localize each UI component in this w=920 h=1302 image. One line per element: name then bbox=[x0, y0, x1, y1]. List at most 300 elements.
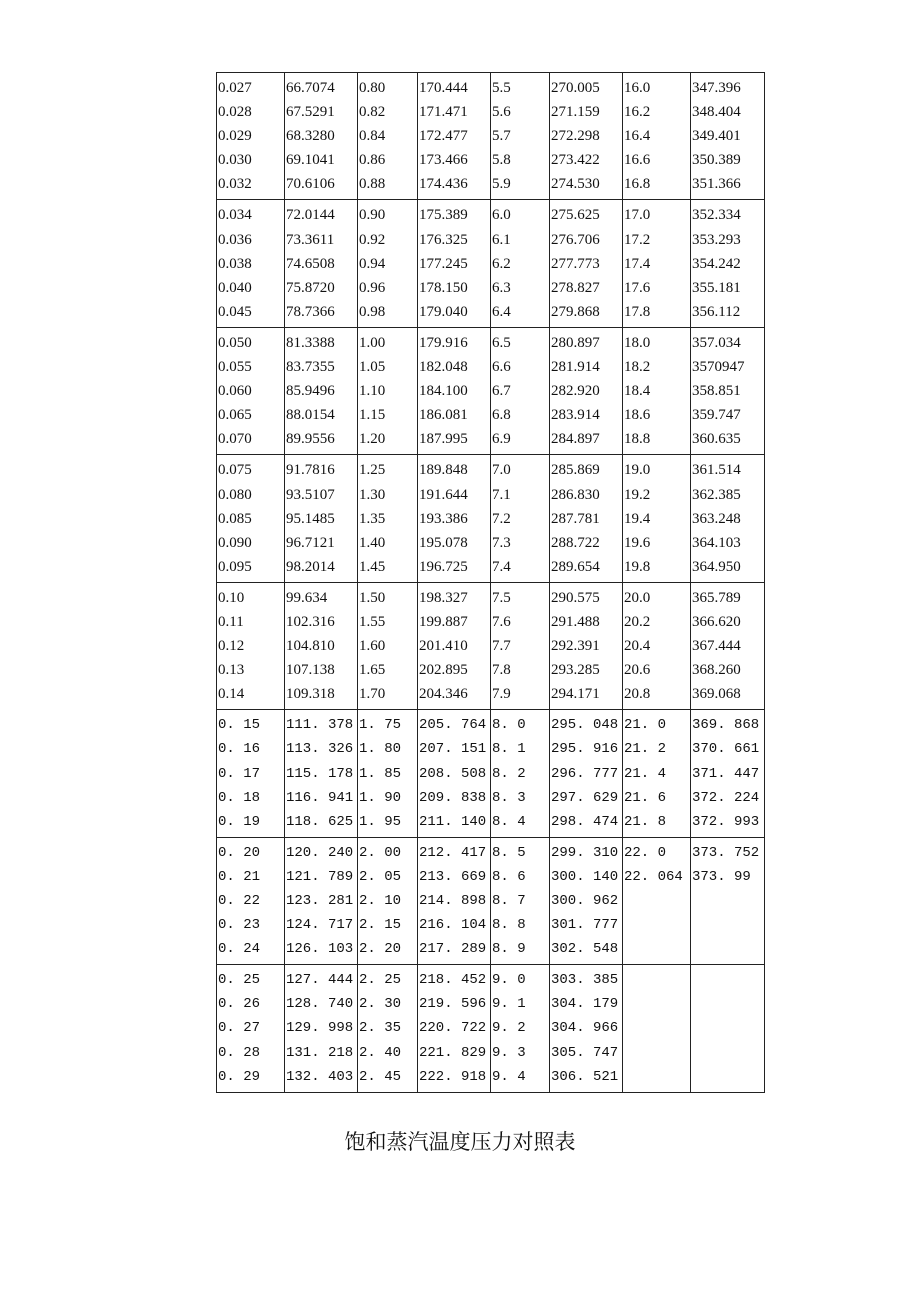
table-cell-value: 305. 747 bbox=[551, 1044, 619, 1061]
table-cell-value: 300. 140 bbox=[551, 868, 619, 885]
table-cell-value: 275.625 bbox=[551, 207, 600, 224]
empty-cell-line bbox=[624, 889, 690, 913]
table-cell-value: 7.1 bbox=[492, 486, 511, 503]
temperature-col-2 bbox=[418, 710, 491, 837]
table-cell-value: 8. 0 bbox=[492, 717, 526, 734]
table-cell-value: 1.50 bbox=[359, 589, 386, 606]
table-cell-value: 213. 669 bbox=[419, 868, 487, 885]
table-cell-value: 207. 151 bbox=[419, 741, 487, 758]
table-cell-value: 209. 838 bbox=[419, 789, 487, 806]
pressure-col-3 bbox=[491, 710, 550, 837]
table-row-group bbox=[217, 965, 765, 1092]
table-cell-value: 178.150 bbox=[419, 279, 468, 296]
table-cell-value: 0. 15 bbox=[218, 717, 261, 734]
table-cell-value: 1.55 bbox=[359, 613, 386, 630]
table-cell-value: 372. 224 bbox=[692, 789, 760, 806]
temperature-col-1 bbox=[285, 200, 358, 327]
temperature-col-4 bbox=[691, 965, 765, 1092]
table-cell-value: 1.05 bbox=[359, 359, 386, 376]
table-cell-value: 175.389 bbox=[419, 207, 468, 224]
table-cell-value: 304. 966 bbox=[551, 1020, 619, 1037]
temperature-col-4 bbox=[691, 200, 765, 327]
table-cell-value: 358.851 bbox=[692, 383, 741, 400]
table-cell-value: 362.385 bbox=[692, 486, 741, 503]
table-cell-value: 19.8 bbox=[624, 558, 651, 575]
table-cell-value: 372. 993 bbox=[692, 813, 760, 830]
table-cell-value: 368.260 bbox=[692, 662, 741, 679]
table-cell-value: 347.396 bbox=[692, 80, 741, 96]
table-cell-value: 68.3280 bbox=[286, 128, 335, 145]
table-cell-value: 271.159 bbox=[551, 104, 600, 121]
table-row-group bbox=[217, 582, 765, 709]
table-cell-value: 127. 444 bbox=[286, 972, 354, 989]
temperature-col-1 bbox=[285, 455, 358, 582]
temperature-col-1 bbox=[285, 837, 358, 964]
table-cell-value: 6.7 bbox=[492, 383, 511, 400]
table-cell-value: 0.028 bbox=[218, 104, 252, 121]
table-cell-value: 355.181 bbox=[692, 279, 741, 296]
pressure-col-3 bbox=[491, 837, 550, 964]
table-cell-value: 2. 15 bbox=[359, 917, 402, 934]
table-cell-value: 296. 777 bbox=[551, 765, 619, 782]
table-cell-value: 126. 103 bbox=[286, 941, 354, 958]
table-cell-value: 17.6 bbox=[624, 279, 651, 296]
temperature-col-2 bbox=[418, 582, 491, 709]
table-cell-value: 270.005 bbox=[551, 80, 600, 96]
table-cell-value: 208. 508 bbox=[419, 765, 487, 782]
table-cell-value: 89.9556 bbox=[286, 431, 335, 448]
table-cell-value: 1. 75 bbox=[359, 717, 402, 734]
table-cell-value: 0.034 bbox=[218, 207, 252, 224]
table-cell-value: 96.7121 bbox=[286, 534, 335, 551]
table-row-group bbox=[217, 837, 765, 964]
pressure-col-1 bbox=[217, 582, 285, 709]
table-cell-value: 9. 3 bbox=[492, 1044, 526, 1061]
table-cell-value: 184.100 bbox=[419, 383, 468, 400]
table-cell-value: 1.30 bbox=[359, 486, 386, 503]
empty-cell-line bbox=[692, 1065, 764, 1089]
table-cell-value: 0. 25 bbox=[218, 972, 261, 989]
table-cell-value: 99.634 bbox=[286, 589, 328, 606]
table-cell-value: 5.7 bbox=[492, 128, 511, 145]
table-cell-value: 177.245 bbox=[419, 255, 468, 272]
table-cell-value: 93.5107 bbox=[286, 486, 335, 503]
table-cell-value: 205. 764 bbox=[419, 717, 487, 734]
empty-cell-line bbox=[624, 1065, 690, 1089]
table-cell-value: 102.316 bbox=[286, 613, 335, 630]
table-cell-value: 196.725 bbox=[419, 558, 468, 575]
table-cell-value: 2. 40 bbox=[359, 1044, 402, 1061]
pressure-col-1 bbox=[217, 73, 285, 200]
table-cell-value: 1.60 bbox=[359, 638, 386, 655]
table-cell-value: 1.25 bbox=[359, 462, 386, 479]
table-cell-value: 0.050 bbox=[218, 334, 252, 351]
table-row-group bbox=[217, 710, 765, 837]
table-cell-value: 182.048 bbox=[419, 359, 468, 376]
table-cell-value: 20.8 bbox=[624, 686, 651, 703]
table-cell-value: 2. 00 bbox=[359, 844, 402, 861]
table-cell-value: 6.9 bbox=[492, 431, 511, 448]
pressure-col-1 bbox=[217, 965, 285, 1092]
table-cell-value: 0.12 bbox=[218, 638, 245, 655]
table-cell-value: 0.060 bbox=[218, 383, 252, 400]
table-cell-value: 7.7 bbox=[492, 638, 511, 655]
table-cell-value: 294.171 bbox=[551, 686, 600, 703]
table-cell-value: 283.914 bbox=[551, 407, 600, 424]
table-cell-value: 0.080 bbox=[218, 486, 252, 503]
table-cell-value: 202.895 bbox=[419, 662, 468, 679]
table-cell-value: 287.781 bbox=[551, 510, 600, 527]
table-cell-value: 6.6 bbox=[492, 359, 511, 376]
empty-cell-line bbox=[692, 937, 764, 961]
table-cell-value: 75.8720 bbox=[286, 279, 335, 296]
table-cell-value: 303. 385 bbox=[551, 972, 619, 989]
table-cell-value: 221. 829 bbox=[419, 1044, 487, 1061]
table-cell-value: 179.916 bbox=[419, 334, 468, 351]
table-body bbox=[217, 73, 765, 1093]
table-cell-value: 0.038 bbox=[218, 255, 252, 272]
table-cell-value: 17.4 bbox=[624, 255, 651, 272]
table-cell-value: 365.789 bbox=[692, 589, 741, 606]
table-cell-value: 6.4 bbox=[492, 303, 511, 320]
table-cell-value: 0.84 bbox=[359, 128, 386, 145]
table-cell-value: 91.7816 bbox=[286, 462, 335, 479]
table-cell-value: 1.20 bbox=[359, 431, 386, 448]
pressure-col-2 bbox=[358, 582, 418, 709]
table-cell-value: 282.920 bbox=[551, 383, 600, 400]
table-cell-value: 132. 403 bbox=[286, 1068, 354, 1085]
table-cell-value: 5.6 bbox=[492, 104, 511, 121]
table-cell-value: 199.887 bbox=[419, 613, 468, 630]
pressure-col-3 bbox=[491, 455, 550, 582]
table-cell-value: 288.722 bbox=[551, 534, 600, 551]
table-cell-value: 6.8 bbox=[492, 407, 511, 424]
table-cell-value: 292.391 bbox=[551, 638, 600, 655]
table-cell-value: 8. 7 bbox=[492, 893, 526, 909]
table-cell-value: 284.897 bbox=[551, 431, 600, 448]
table-cell-value: 278.827 bbox=[551, 279, 600, 296]
table-cell-value: 18.4 bbox=[624, 383, 651, 400]
table-cell-value: 0.032 bbox=[218, 176, 252, 193]
table-cell-value: 67.5291 bbox=[286, 104, 335, 121]
pressure-col-2 bbox=[358, 965, 418, 1092]
table-cell-value: 20.4 bbox=[624, 638, 651, 655]
table-cell-value: 2. 10 bbox=[359, 893, 402, 909]
table-cell-value: 172.477 bbox=[419, 128, 468, 145]
table-cell-value: 16.6 bbox=[624, 152, 651, 169]
table-cell-value: 9. 2 bbox=[492, 1020, 526, 1037]
table-cell-value: 211. 140 bbox=[419, 813, 487, 830]
table-cell-value: 353.293 bbox=[692, 231, 741, 248]
table-cell-value: 273.422 bbox=[551, 152, 600, 169]
table-cell-value: 8. 6 bbox=[492, 868, 526, 885]
table-cell-value: 16.4 bbox=[624, 128, 651, 145]
table-cell-value: 289.654 bbox=[551, 558, 600, 575]
table-cell-value: 3570947 bbox=[692, 359, 745, 376]
pressure-col-3 bbox=[491, 582, 550, 709]
table-cell-value: 131. 218 bbox=[286, 1044, 354, 1061]
empty-cell-line bbox=[692, 1041, 764, 1065]
table-cell-value: 0.045 bbox=[218, 303, 252, 320]
table-cell-value: 120. 240 bbox=[286, 844, 354, 861]
table-cell-value: 277.773 bbox=[551, 255, 600, 272]
table-cell-value: 0.029 bbox=[218, 128, 252, 145]
table-cell-value: 0. 24 bbox=[218, 941, 261, 958]
table-cell-value: 280.897 bbox=[551, 334, 600, 351]
table-cell-value: 111. 378 bbox=[286, 717, 354, 734]
table-cell-value: 16.8 bbox=[624, 176, 651, 193]
table-cell-value: 72.0144 bbox=[286, 207, 335, 224]
table-cell-value: 8. 9 bbox=[492, 941, 526, 958]
table-cell-value: 0.80 bbox=[359, 80, 386, 96]
table-cell-value: 95.1485 bbox=[286, 510, 335, 527]
table-cell-value: 295. 048 bbox=[551, 717, 619, 734]
table-cell-value: 118. 625 bbox=[286, 813, 354, 830]
table-cell-value: 121. 789 bbox=[286, 868, 354, 885]
table-cell-value: 1. 85 bbox=[359, 765, 402, 782]
temperature-col-3 bbox=[550, 200, 623, 327]
table-cell-value: 281.914 bbox=[551, 359, 600, 376]
table-cell-value: 0.040 bbox=[218, 279, 252, 296]
table-cell-value: 73.3611 bbox=[286, 231, 335, 248]
table-cell-value: 364.103 bbox=[692, 534, 741, 551]
pressure-col-4 bbox=[623, 710, 691, 837]
table-cell-value: 5.5 bbox=[492, 80, 511, 96]
steam-pressure-temperature-table bbox=[216, 72, 765, 1093]
pressure-col-1 bbox=[217, 710, 285, 837]
pressure-col-3 bbox=[491, 200, 550, 327]
table-cell-value: 1.00 bbox=[359, 334, 386, 351]
pressure-col-2 bbox=[358, 837, 418, 964]
table-cell-value: 299. 310 bbox=[551, 844, 619, 861]
table-cell-value: 0.030 bbox=[218, 152, 252, 169]
table-cell-value: 0. 26 bbox=[218, 996, 261, 1013]
table-cell-value: 7.4 bbox=[492, 558, 511, 575]
table-cell-value: 351.366 bbox=[692, 176, 741, 193]
table-cell-value: 0.10 bbox=[218, 589, 245, 606]
table-cell-value: 19.0 bbox=[624, 462, 651, 479]
empty-cell-line bbox=[624, 968, 690, 992]
table-cell-value: 20.6 bbox=[624, 662, 651, 679]
temperature-col-1 bbox=[285, 73, 358, 200]
table-cell-value: 74.6508 bbox=[286, 255, 335, 272]
table-cell-value: 17.2 bbox=[624, 231, 651, 248]
table-cell-value: 0.065 bbox=[218, 407, 252, 424]
empty-cell-line bbox=[692, 1016, 764, 1040]
table-cell-value: 8. 4 bbox=[492, 813, 526, 830]
temperature-col-4 bbox=[691, 73, 765, 200]
temperature-col-4 bbox=[691, 455, 765, 582]
pressure-col-4 bbox=[623, 837, 691, 964]
table-cell-value: 66.7074 bbox=[286, 80, 335, 96]
pressure-col-2 bbox=[358, 200, 418, 327]
table-cell-value: 19.6 bbox=[624, 534, 651, 551]
table-cell-value: 349.401 bbox=[692, 128, 741, 145]
empty-cell-line bbox=[624, 992, 690, 1016]
table-cell-value: 2. 35 bbox=[359, 1020, 402, 1037]
table-cell-value: 0.86 bbox=[359, 152, 386, 169]
pressure-col-2 bbox=[358, 73, 418, 200]
table-cell-value: 220. 722 bbox=[419, 1020, 487, 1037]
table-row-group bbox=[217, 73, 765, 200]
table-cell-value: 2. 20 bbox=[359, 941, 402, 958]
temperature-col-2 bbox=[418, 200, 491, 327]
table-cell-value: 0.036 bbox=[218, 231, 252, 248]
table-cell-value: 107.138 bbox=[286, 662, 335, 679]
table-cell-value: 359.747 bbox=[692, 407, 741, 424]
table-cell-value: 21. 6 bbox=[624, 789, 667, 806]
table-cell-value: 2. 05 bbox=[359, 868, 402, 885]
temperature-col-2 bbox=[418, 73, 491, 200]
table-cell-value: 286.830 bbox=[551, 486, 600, 503]
table-cell-value: 304. 179 bbox=[551, 996, 619, 1013]
empty-cell-line bbox=[692, 968, 764, 992]
table-cell-value: 367.444 bbox=[692, 638, 741, 655]
table-cell-value: 0.82 bbox=[359, 104, 386, 121]
table-cell-value: 0.075 bbox=[218, 462, 252, 479]
table-cell-value: 191.644 bbox=[419, 486, 468, 503]
pressure-col-3 bbox=[491, 965, 550, 1092]
table-cell-value: 1. 90 bbox=[359, 789, 402, 806]
table-cell-value: 189.848 bbox=[419, 462, 468, 479]
table-cell-value: 360.635 bbox=[692, 431, 741, 448]
table-cell-value: 201.410 bbox=[419, 638, 468, 655]
table-cell-value: 363.248 bbox=[692, 510, 741, 527]
table-cell-value: 8. 5 bbox=[492, 844, 526, 861]
empty-cell-line bbox=[692, 913, 764, 937]
table-cell-value: 1.70 bbox=[359, 686, 386, 703]
temperature-col-2 bbox=[418, 837, 491, 964]
pressure-col-4 bbox=[623, 73, 691, 200]
table-cell-value: 6.5 bbox=[492, 334, 511, 351]
table-cell-value: 20.0 bbox=[624, 589, 651, 606]
table-cell-value: 371. 447 bbox=[692, 765, 760, 782]
table-cell-value: 0.94 bbox=[359, 255, 386, 272]
table-cell-value: 22. 0 bbox=[624, 844, 667, 861]
table-cell-value: 1.45 bbox=[359, 558, 386, 575]
pressure-col-4 bbox=[623, 200, 691, 327]
table-cell-value: 70.6106 bbox=[286, 176, 335, 193]
table-cell-value: 300. 962 bbox=[551, 893, 619, 909]
pressure-col-1 bbox=[217, 837, 285, 964]
table-cell-value: 0.96 bbox=[359, 279, 386, 296]
table-cell-value: 1. 80 bbox=[359, 741, 402, 758]
table-cell-value: 8. 8 bbox=[492, 917, 526, 934]
temperature-col-3 bbox=[550, 327, 623, 454]
pressure-col-2 bbox=[358, 455, 418, 582]
table-cell-value: 298. 474 bbox=[551, 813, 619, 830]
table-cell-value: 18.8 bbox=[624, 431, 651, 448]
table-cell-value: 0. 18 bbox=[218, 789, 261, 806]
pressure-col-4 bbox=[623, 455, 691, 582]
pressure-col-4 bbox=[623, 582, 691, 709]
table-cell-value: 1.40 bbox=[359, 534, 386, 551]
table-cell-value: 222. 918 bbox=[419, 1068, 487, 1085]
table-cell-value: 171.471 bbox=[419, 104, 468, 121]
empty-cell-line bbox=[624, 1041, 690, 1065]
table-cell-value: 6.2 bbox=[492, 255, 511, 272]
table-cell-value: 279.868 bbox=[551, 303, 600, 320]
table-cell-value: 21. 0 bbox=[624, 717, 667, 734]
temperature-col-4 bbox=[691, 837, 765, 964]
temperature-col-3 bbox=[550, 582, 623, 709]
temperature-col-3 bbox=[550, 455, 623, 582]
table-cell-value: 352.334 bbox=[692, 207, 741, 224]
temperature-col-2 bbox=[418, 327, 491, 454]
table-cell-value: 69.1041 bbox=[286, 152, 335, 169]
table-cell-value: 187.995 bbox=[419, 431, 468, 448]
table-cell-value: 0.14 bbox=[218, 686, 245, 703]
table-cell-value: 357.034 bbox=[692, 334, 741, 351]
table-cell-value: 0.92 bbox=[359, 231, 386, 248]
table-cell-value: 373. 752 bbox=[692, 844, 760, 861]
table-cell-value: 115. 178 bbox=[286, 765, 354, 782]
table-cell-value: 85.9496 bbox=[286, 383, 335, 400]
table-cell-value: 116. 941 bbox=[286, 789, 354, 806]
table-cell-value: 0. 20 bbox=[218, 844, 261, 861]
table-cell-value: 6.0 bbox=[492, 207, 511, 224]
table-cell-value: 7.2 bbox=[492, 510, 511, 527]
table-cell-value: 0. 23 bbox=[218, 917, 261, 934]
table-cell-value: 6.1 bbox=[492, 231, 511, 248]
pressure-col-4 bbox=[623, 965, 691, 1092]
table-cell-value: 18.2 bbox=[624, 359, 651, 376]
table-cell-value: 83.7355 bbox=[286, 359, 335, 376]
table-cell-value: 204.346 bbox=[419, 686, 468, 703]
table-cell-value: 293.285 bbox=[551, 662, 600, 679]
table-cell-value: 0. 17 bbox=[218, 765, 261, 782]
temperature-col-1 bbox=[285, 327, 358, 454]
table-cell-value: 2. 45 bbox=[359, 1068, 402, 1085]
temperature-col-1 bbox=[285, 582, 358, 709]
table-cell-value: 295. 916 bbox=[551, 741, 619, 758]
table-cell-value: 21. 2 bbox=[624, 741, 667, 758]
temperature-col-4 bbox=[691, 710, 765, 837]
table-cell-value: 0.095 bbox=[218, 558, 252, 575]
table-cell-value: 19.2 bbox=[624, 486, 651, 503]
table-cell-value: 274.530 bbox=[551, 176, 600, 193]
table-cell-value: 0. 21 bbox=[218, 868, 261, 885]
table-cell-value: 21. 4 bbox=[624, 765, 667, 782]
table-cell-value: 2. 25 bbox=[359, 972, 402, 989]
table-cell-value: 5.9 bbox=[492, 176, 511, 193]
table-cell-value: 366.620 bbox=[692, 613, 741, 630]
pressure-col-1 bbox=[217, 327, 285, 454]
empty-cell-line bbox=[624, 937, 690, 961]
table-cell-value: 7.6 bbox=[492, 613, 511, 630]
table-cell-value: 17.0 bbox=[624, 207, 651, 224]
table-cell-value: 285.869 bbox=[551, 462, 600, 479]
temperature-col-4 bbox=[691, 327, 765, 454]
table-cell-value: 276.706 bbox=[551, 231, 600, 248]
table-cell-value: 7.0 bbox=[492, 462, 511, 479]
temperature-col-3 bbox=[550, 710, 623, 837]
table-cell-value: 217. 289 bbox=[419, 941, 487, 958]
table-cell-value: 179.040 bbox=[419, 303, 468, 320]
table-cell-value: 0.085 bbox=[218, 510, 252, 527]
table-row-group bbox=[217, 455, 765, 582]
table-cell-value: 0.11 bbox=[218, 613, 244, 630]
table-cell-value: 7.8 bbox=[492, 662, 511, 679]
table-cell-value: 0. 29 bbox=[218, 1068, 261, 1085]
pressure-col-3 bbox=[491, 327, 550, 454]
temperature-col-3 bbox=[550, 965, 623, 1092]
table-cell-value: 373. 99 bbox=[692, 868, 751, 885]
empty-cell-line bbox=[692, 889, 764, 913]
table-cell-value: 7.3 bbox=[492, 534, 511, 551]
temperature-col-3 bbox=[550, 73, 623, 200]
pressure-col-1 bbox=[217, 200, 285, 327]
